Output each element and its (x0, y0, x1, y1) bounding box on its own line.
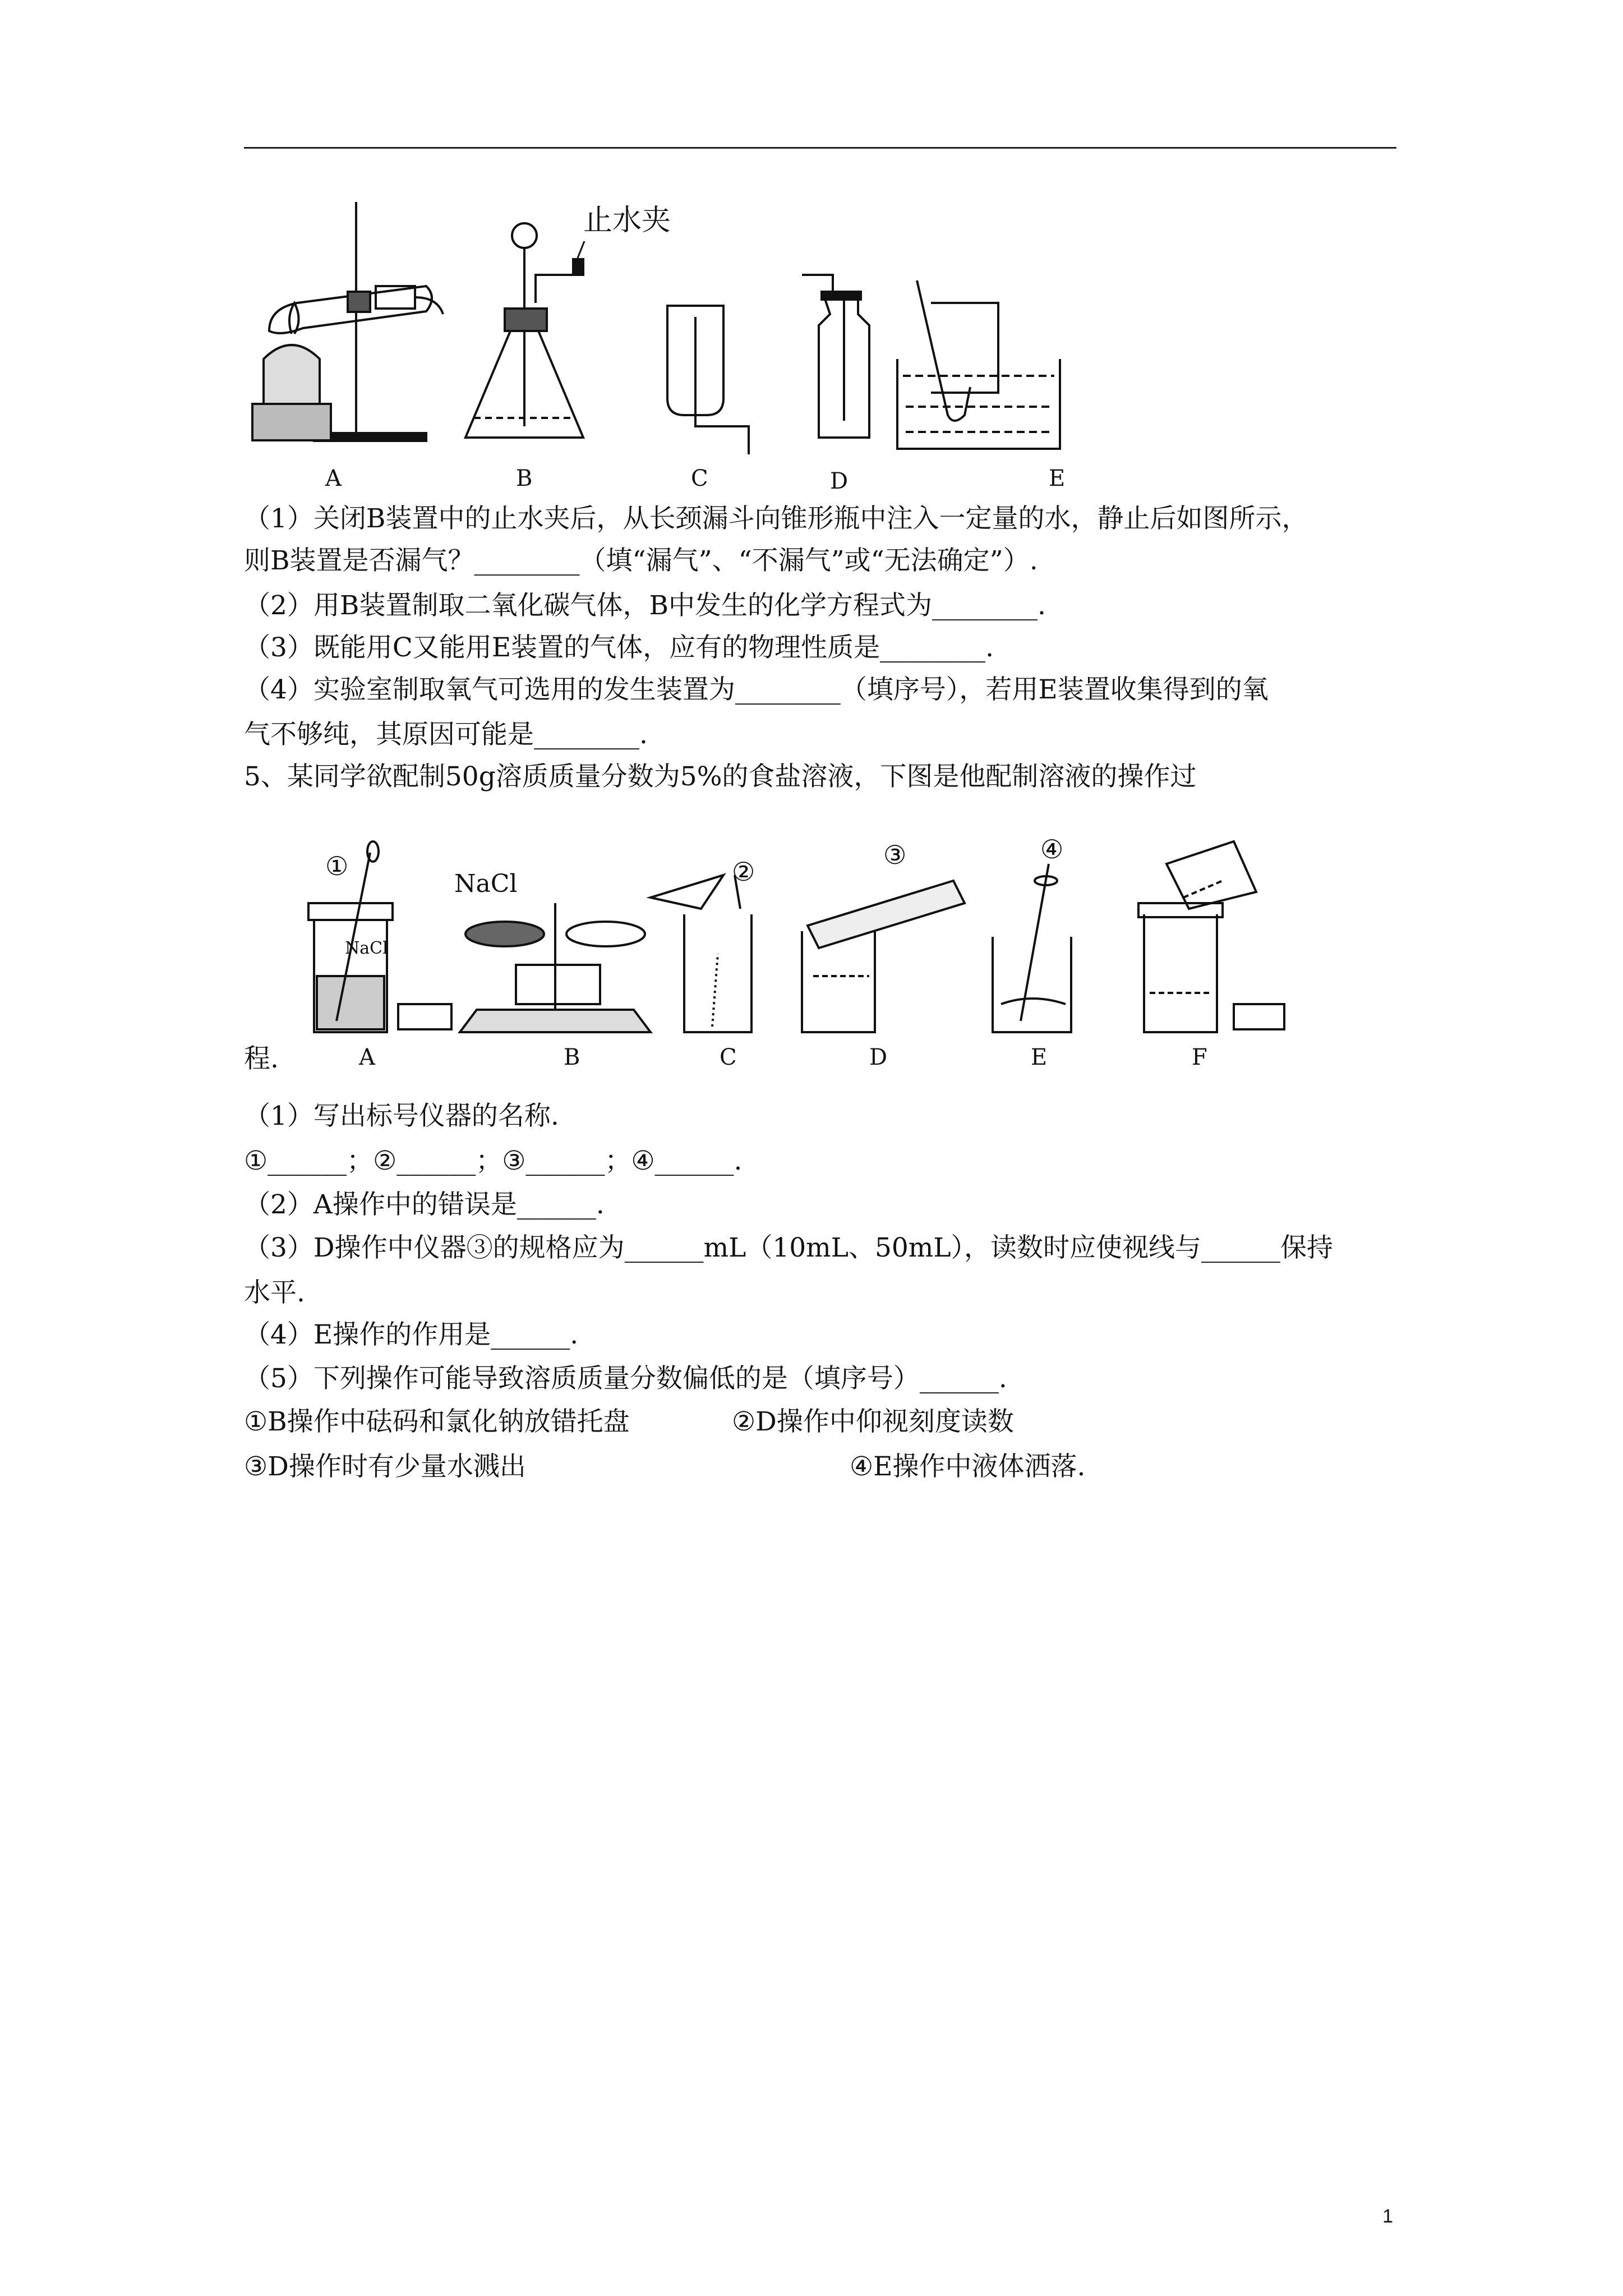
q4-line-1: （1）关闭B装置中的止水夹后，从长颈漏斗向锥形瓶中注入一定量的水，静止后如图所示， (244, 503, 1308, 534)
marker-2: ② (732, 857, 755, 887)
step-e-stir (993, 864, 1071, 1032)
q5-line-4: （3）D操作中仪器③的规格应为______mL（10mL、50mL），读数时应使视线与______保持 (244, 1232, 1334, 1263)
q5-line-8: ①B操作中砝码和氯化钠放错托盘 (244, 1406, 630, 1437)
q5-line-2: ①______；②______；③______；④______. (244, 1145, 743, 1176)
fig2-label-b: B (564, 1045, 580, 1070)
q4-line-4: （3）既能用C又能用E装置的气体，应有的物理性质是________. (244, 632, 994, 663)
marker-1: ① (325, 851, 349, 881)
apparatus-d (802, 275, 869, 438)
q5-intro-tail: 程. (244, 1043, 279, 1074)
q4-line-5: （4）实验室制取氧气可选用的发生装置为________（填序号），若用E装置收集得到的氧 (244, 674, 1269, 705)
fig2-label-e: E (1031, 1045, 1048, 1070)
q4-line-2: 则B装置是否漏气？________（填“漏气”、“不漏气”或“无法确定”）. (244, 545, 1038, 576)
apparatus-b (465, 223, 583, 438)
q5-line-5: 水平. (244, 1277, 305, 1308)
q4-line-6: 气不够纯，其原因可能是________. (244, 719, 648, 750)
q5-line-3: （2）A操作中的错误是______. (244, 1189, 605, 1220)
q5-option-3: ③D操作时有少量水溅出 (244, 1451, 526, 1482)
marker-3: ③ (883, 840, 907, 870)
fig1-label-d: D (830, 468, 849, 494)
apparatus-c (667, 306, 749, 454)
q5-option-2: ②D操作中仰视刻度读数 (732, 1406, 1014, 1437)
fig2-label-a: A (359, 1045, 375, 1070)
q5-line-1: （1）写出标号仪器的名称. (244, 1101, 559, 1131)
fig1-label-a: A (325, 466, 342, 491)
fig1-label-b: B (516, 466, 533, 491)
apparatus-e (897, 280, 1060, 449)
fig1-label-c: C (691, 466, 708, 491)
q5-intro: 5、某同学欲配制50g溶质质量分数为5%的食盐溶液，下图是他配制溶液的操作过 (244, 761, 1197, 792)
apparatus-figure-1 (241, 191, 1161, 494)
marker-4: ④ (1040, 834, 1064, 864)
fig2-label-f: F (1192, 1045, 1207, 1070)
apparatus-a (252, 202, 443, 441)
solution-steps-figure (292, 834, 1329, 1077)
fig1-label-e: E (1049, 466, 1066, 491)
clamp-label: 止水夹 (583, 204, 671, 237)
fig2-label-c: C (720, 1045, 737, 1070)
page-number: 1 (1382, 2206, 1393, 2227)
fig2-label-d: D (869, 1045, 888, 1070)
step-c-beaker (651, 875, 751, 1032)
q4-line-3: （2）用B装置制取二氧化碳气体，B中发生的化学方程式为________. (244, 590, 1046, 621)
nacl-label: NaCl (454, 869, 518, 898)
step-d-pour (802, 881, 965, 1032)
jar-label: NaCl (345, 938, 388, 958)
header-rule (244, 147, 1396, 149)
step-f-bottle (1138, 841, 1284, 1032)
q5-option-4: ④E操作中液体洒落. (850, 1451, 1086, 1482)
q5-line-6: （4）E操作的作用是______. (244, 1319, 579, 1350)
step-b-balance (460, 903, 651, 1032)
q5-line-7: （5）下列操作可能导致溶质质量分数偏低的是（填序号）______. (244, 1363, 1007, 1394)
